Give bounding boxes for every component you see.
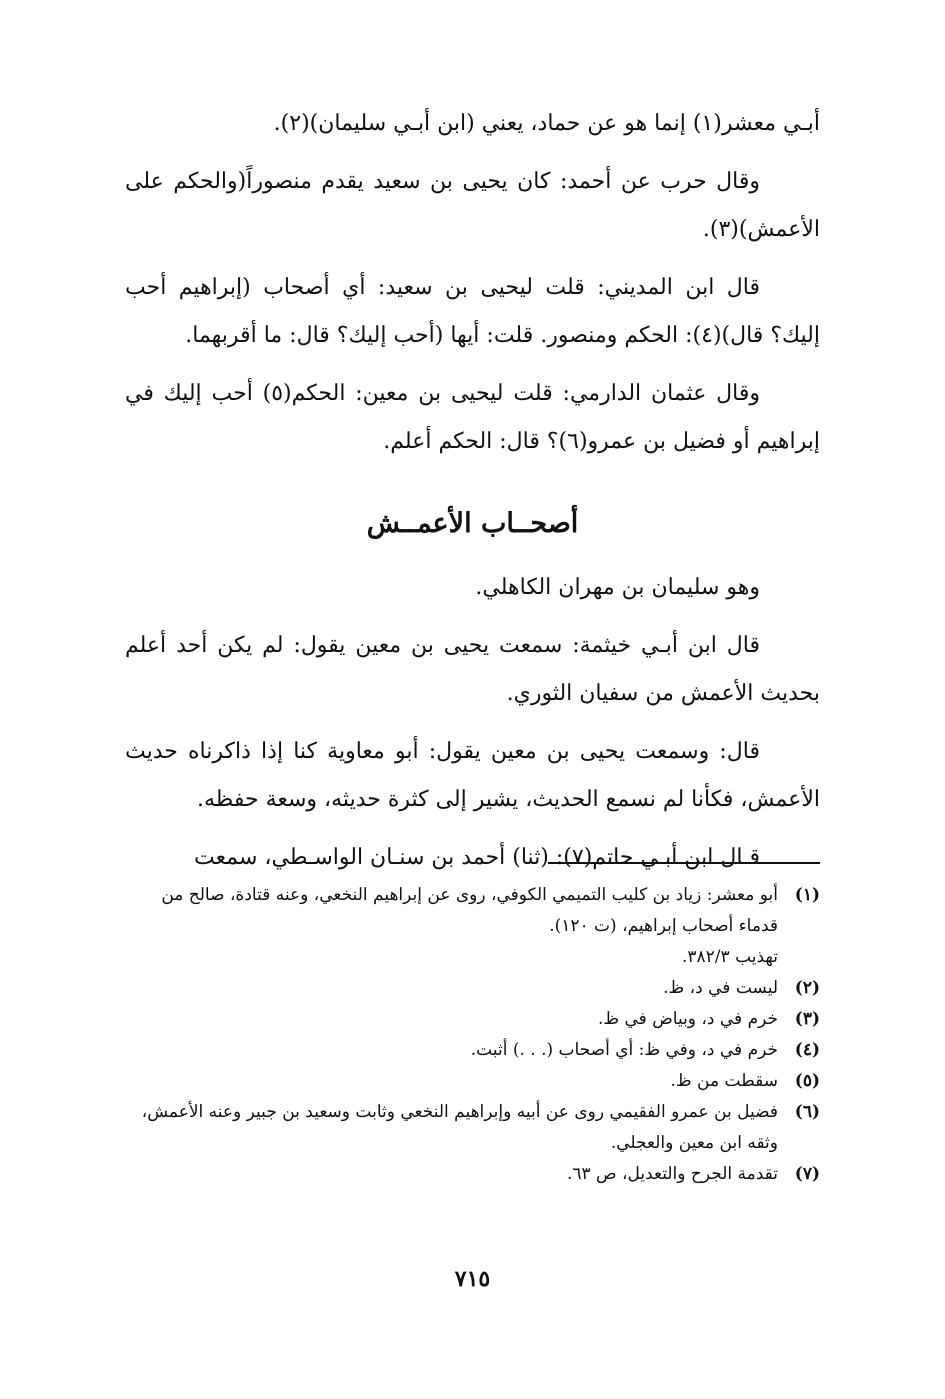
footnote-text: ليست في د، ظ.: [663, 978, 778, 998]
paragraph: وقال حرب عن أحمد: كان يحيى بن سعيد يقدم منصوراً(والحكم على الأعمش)(٣).: [125, 169, 820, 242]
footnote: [125, 973, 820, 1004]
main-text: [125, 100, 820, 892]
footnote: [125, 1066, 820, 1097]
footnote: [125, 1004, 820, 1035]
paragraph: قـال ابن أبـي حاتم(٧): (ثنا) أحمد بن سنـان الواسـطي، سمعت: [194, 845, 760, 870]
footnote-number: (٢): [794, 978, 820, 998]
footnote: [125, 880, 820, 973]
paragraph: وقال عثمان الدارمي: قلت ليحيى بن معين: الحكم(٥) أحب إليك في إبراهيم أو فضيل بن عمرو(٦)؟ قال: الحكم أعلم.: [125, 381, 820, 454]
footnote-number: (٧): [794, 1164, 820, 1184]
footnote-text-block: [125, 880, 778, 973]
footnote-text: تقدمة الجرح والتعديل، ص ٦٣.: [566, 1164, 778, 1184]
section-heading: أصحــاب الأعمــش: [366, 508, 579, 539]
paragraph: وهو سليمان بن مهران الكاهلي.: [475, 575, 760, 600]
paragraph: أبـي معشر(١) إنما هو عن حماد، يعني (ابن أبـي سليمان)(٢).: [273, 111, 820, 136]
footnote-number: (٥): [794, 1071, 820, 1091]
paragraph: قال ابن أبـي خيثمة: سمعت يحيى بن معين يقول: لم يكن أحد أعلم بحديث الأعمش من سفيان الثوري.: [125, 633, 820, 706]
footnote-number: (٦): [794, 1102, 820, 1122]
footnote-number: (١): [794, 885, 820, 905]
paragraph: قال: وسمعت يحيى بن معين يقول: أبو معاوية كنا إذا ذاكرناه حديث الأعمش، فكأنا لم نسمع الحديث، يشير إلى كثرة حديثه، وسعة حفظه.: [125, 739, 820, 812]
footnote-text: أبو معشر: زياد بن كليب التميمي الكوفي، روى عن إبراهيم النخعي، وعنه قتادة، صالح من قدماء أصحاب إبراهيم، (ت ١٢٠).: [161, 885, 778, 936]
footnote-separator: [548, 862, 820, 864]
footnote: [125, 1159, 820, 1190]
footnote-text: خرم في د، وبياض في ظ.: [597, 1009, 778, 1029]
footnote-number: (٣): [794, 1009, 820, 1029]
footnote-text: سقطت من ظ.: [670, 1071, 778, 1091]
footnote-number: (٤): [794, 1040, 820, 1060]
page-number: ٧١٥: [454, 1266, 491, 1292]
footnote: [125, 1097, 820, 1159]
paragraph: قال ابن المديني: قلت ليحيى بن سعيد: أي أصحاب (إبراهيم أحب إليك؟ قال)(٤): الحكم ومنصور. قلت: أيها (أحب إليك؟ قال: ما أقربهما.: [125, 275, 820, 348]
footnote-text: فضيل بن عمرو الفقيمي روى عن أبيه وإبراهيم النخعي وثابت وسعيد بن جبير وعنه الأعمش، وثقه ابن معين والعجلي.: [141, 1102, 778, 1153]
footnote-text: خرم في د، وفي ظ: أي أصحاب (. . .) أثبت.: [470, 1040, 778, 1060]
footnotes: [125, 880, 820, 1190]
footnote: [125, 1035, 820, 1066]
footnote-reference: تهذيب ٣٨٢/٣.: [682, 947, 778, 967]
